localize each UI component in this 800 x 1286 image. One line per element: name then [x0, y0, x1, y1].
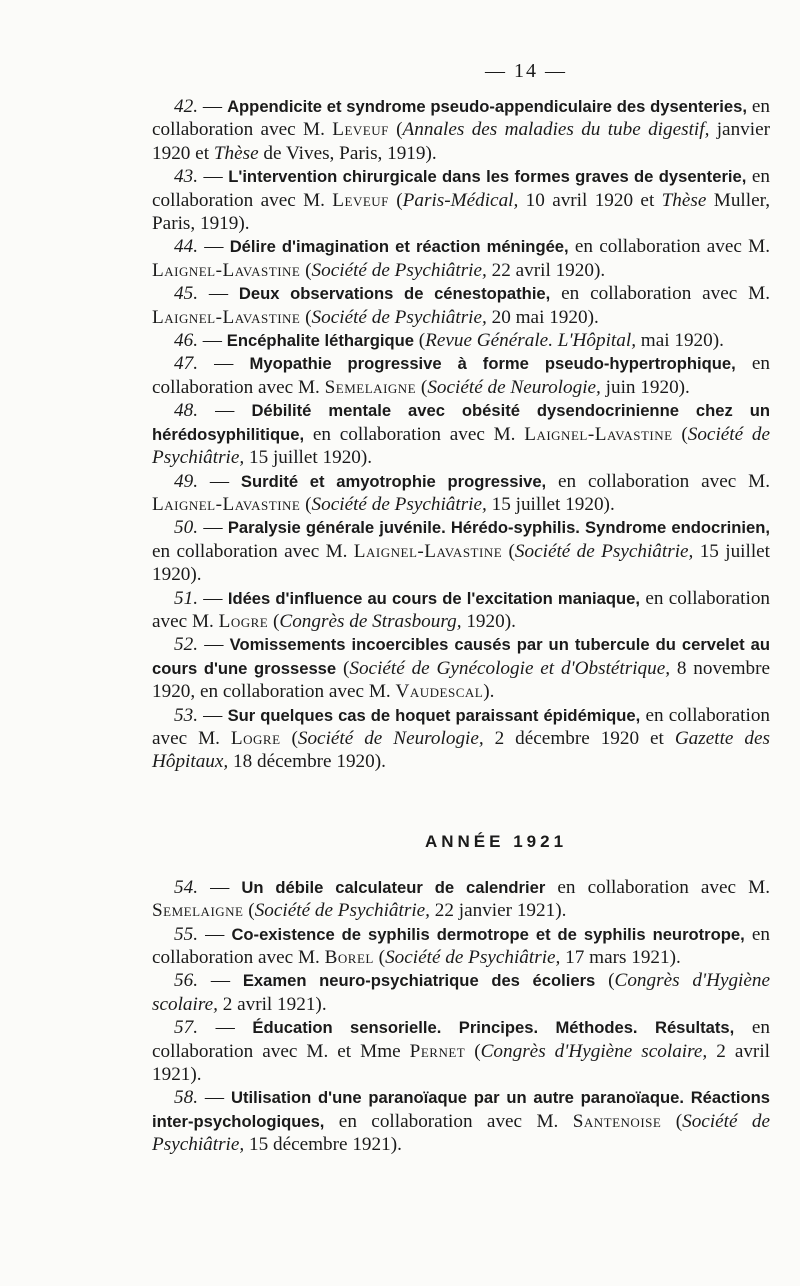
entries-1921 [152, 876, 770, 1157]
entry-author: Laignel-Lavastine [524, 423, 673, 445]
entry-number: 42. [174, 96, 198, 117]
entry-author: Laignel-Lavastine [152, 306, 301, 328]
entry-text: en collaboration avec M. [568, 236, 771, 258]
entry-number: 46. [174, 330, 198, 352]
entry-reference: Société de Psychiâtrie, [311, 259, 487, 281]
entry-text: en collaboration avec M. [152, 96, 771, 141]
entry-text: en collaboration avec M. [152, 540, 354, 562]
section-heading: ANNÉE 1921 [424, 831, 568, 851]
entry-text: en collaboration avec M. [152, 923, 771, 968]
entry-number: 55. [174, 923, 198, 945]
entry-author: Semelaigne [324, 376, 417, 398]
bibliography-entry [152, 516, 770, 586]
entry-reference: Société de Psychiâtrie, [311, 306, 487, 328]
entry-title: Appendicite et syndrome pseudo-appendiculaire des dysenteries, [227, 97, 747, 116]
bibliography-entry [152, 969, 770, 1016]
entry-dash: — [197, 970, 243, 992]
entry-reference: Revue Générale. L'Hôpital, [425, 330, 636, 352]
entry-reference: Société de Psychiâtrie, [254, 900, 430, 922]
entry-reference: Société de Neurologie, [297, 727, 484, 749]
entry-text: 18 décembre 1920). [228, 751, 386, 773]
entry-title: Myopathie progressive à forme pseudo-hypertrophique, [249, 354, 736, 374]
entry-number: 53. [174, 704, 198, 726]
entry-text: mai 1920). [636, 330, 724, 352]
entry-author: Laignel-Lavastine [152, 259, 301, 281]
entry-dash: — [197, 400, 252, 422]
entry-title: Sur quelques cas de hoquet paraissant épidémique, [227, 705, 641, 725]
bibliography-entry [152, 876, 770, 923]
entry-number: 57. [174, 1017, 198, 1039]
entry-text: en collaboration avec M. [545, 876, 770, 898]
entry-text: ( [388, 189, 403, 211]
entry-title: Délire d'imagination et réaction méningée, [229, 237, 569, 257]
bibliography-entry [152, 1086, 770, 1156]
entry-title: Éducation sensorielle. Principes. Méthodes. Résultats, [252, 1018, 735, 1038]
entries-1920 [152, 95, 770, 774]
entry-number: 54. [174, 876, 198, 898]
entry-text: 2 avril 1921). [217, 993, 327, 1015]
entry-text: ( [465, 1040, 481, 1062]
entry-number: 52. [174, 634, 198, 656]
entry-text: en collaboration avec M. [152, 704, 771, 749]
entry-title: Paralysie générale juvénile. Hérédo-syphilis. Syndrome endocrinien, [227, 518, 771, 538]
entry-title: Surdité et amyotrophie progressive, [240, 471, 547, 491]
entry-dash: — [197, 923, 232, 945]
entry-text: ( [416, 376, 428, 398]
entry-dash: — [197, 876, 242, 898]
entry-reference: Société de Neurologie, [427, 376, 601, 398]
entry-text: en collaboration avec M. [152, 587, 771, 632]
entry-reference: Société de Psychiâtrie, [152, 423, 770, 469]
entry-author: Borel [324, 947, 374, 968]
entry-reference: Société de Psychiâtrie, [311, 493, 487, 515]
entry-text: ( [502, 540, 515, 562]
bibliography-entry [152, 399, 770, 469]
entry-reference: Société de Gynécologie et d'Obstétrique, [349, 657, 671, 679]
entry-title: Co-existence de syphilis dermotrope et de syphilis neurotrope, [231, 924, 745, 944]
entry-reference: Congrès de Strasbourg, [279, 610, 462, 632]
entry-text: en collaboration avec M. [546, 470, 771, 492]
entry-text: ( [268, 610, 280, 632]
page-number: — 14 — [485, 60, 567, 82]
entry-number: 49. [174, 470, 198, 492]
entry-dash: — [197, 330, 227, 352]
entry-author: Semelaigne [152, 900, 244, 922]
entry-reference: Paris-Médical, [402, 189, 519, 211]
entry-text: ). [483, 681, 495, 703]
entry-reference: Thèse [661, 189, 707, 211]
entry-text: 15 juillet 1920). [244, 447, 373, 469]
entry-text: 10 avril 1920 et [518, 189, 662, 211]
entry-text: ( [595, 970, 615, 992]
entry-number: 48. [174, 400, 198, 422]
entry-author: Leveuf [332, 189, 389, 211]
entry-dash: — [197, 353, 250, 375]
entry-text: ( [388, 119, 403, 141]
bibliography-entry [152, 165, 770, 235]
entry-dash: — [197, 1017, 253, 1039]
entry-dash: — [197, 587, 228, 609]
entry-title: Un débile calculateur de calendrier [241, 877, 546, 897]
bibliography-entry [152, 470, 770, 517]
entry-reference: Congrès d'Hygiène scolaire, [152, 970, 771, 1015]
entry-dash: — [197, 517, 228, 539]
entry-text: Muller, Paris, 1919). [152, 189, 771, 235]
entry-title: L'intervention chirurgicale dans les formes graves de dysenterie, [228, 167, 747, 187]
entry-text: de Vives, Paris, 1919). [258, 142, 437, 164]
entry-reference: Société de Psychiâtrie, [152, 1110, 771, 1156]
entry-title: Examen neuro-psychiatrique des écoliers [242, 971, 596, 991]
entry-dash: — [197, 634, 230, 656]
entry-text: ( [280, 727, 298, 749]
entry-text: 15 décembre 1921). [244, 1134, 402, 1156]
bibliography-entry [152, 633, 770, 703]
entry-text: ( [661, 1110, 683, 1132]
entry-text: janvier 1920 et [152, 119, 770, 164]
entry-text: en collaboration avec M. et Mme [152, 1017, 770, 1062]
entry-reference: Société de Psychiâtrie, [385, 947, 561, 968]
entry-reference: Annales des maladies du tube digestif, [402, 119, 710, 141]
bibliography-entry [152, 923, 770, 970]
entry-author: Logre [218, 610, 269, 632]
entry-text: ( [300, 306, 312, 328]
entry-text: ( [413, 330, 426, 352]
entry-text: ( [336, 657, 350, 679]
entry-text: ( [672, 423, 688, 445]
bibliography-entry [152, 235, 770, 282]
entry-title: Deux observations de cénestopathie, [238, 284, 551, 304]
entry-number: 47. [174, 353, 198, 375]
entry-text: 2 avril 1921). [152, 1040, 770, 1086]
entry-title: Utilisation d'une paranoïaque par un autre paranoïaque. Réactions inter-psychologiques, [152, 1088, 770, 1131]
entry-number: 51. [174, 587, 198, 609]
entry-text: 20 mai 1920). [486, 306, 599, 328]
entry-author: Laignel-Lavastine [353, 540, 503, 562]
entry-title: Idées d'influence au cours de l'excitation maniaque, [227, 588, 641, 608]
entry-text: 1920). [461, 610, 516, 632]
entry-text: 22 janvier 1921). [429, 900, 567, 922]
entry-reference: Thèse [213, 142, 259, 164]
entry-number: 56. [174, 970, 198, 992]
entry-number: 44. [174, 236, 198, 258]
entry-dash: — [197, 470, 241, 492]
entry-text: en collaboration avec M. [152, 353, 771, 398]
entry-dash: — [197, 236, 230, 258]
entry-reference: Congrès d'Hygiène scolaire, [480, 1040, 708, 1062]
entry-text: juin 1920). [600, 376, 690, 398]
entry-author: Logre [230, 727, 281, 749]
bibliography-entry [152, 704, 770, 774]
entry-author: Vaudescal [395, 681, 484, 703]
entry-text: en collaboration avec M. [324, 1110, 573, 1132]
bibliography-entry [152, 329, 770, 352]
entry-author: Leveuf [332, 119, 389, 141]
entry-title: Débilité mentale avec obésité dysendocrinienne chez un hérédosyphilitique, [152, 401, 770, 444]
entry-number: 43. [174, 166, 198, 188]
entry-reference: Société de Psychiâtrie, [514, 540, 694, 562]
entry-text: en collaboration avec M. [550, 283, 771, 305]
entry-text: en collaboration avec M. [152, 166, 770, 211]
entry-text: en collaboration avec M. [304, 423, 525, 445]
entry-author: Santenoise [572, 1110, 662, 1132]
entry-reference: Gazette des Hôpitaux, [152, 727, 770, 773]
entry-text: ( [300, 493, 312, 515]
entry-title: Encéphalite léthargique [226, 331, 414, 351]
bibliography-entry [152, 95, 770, 165]
entry-dash: — [197, 1087, 232, 1109]
entry-dash: — [197, 283, 239, 305]
entry-text: ( [300, 259, 312, 281]
entry-dash: — [197, 166, 229, 188]
bibliography-entry [152, 352, 770, 399]
entry-text: 15 juillet 1920). [152, 540, 771, 586]
entry-text: ( [373, 947, 386, 968]
entry-author: Laignel-Lavastine [152, 493, 301, 515]
entry-number: 45. [174, 283, 198, 305]
entry-text: ( [243, 900, 255, 922]
entry-text: 15 juillet 1920). [486, 493, 615, 515]
entry-text: 22 avril 1920). [486, 259, 606, 281]
entry-number: 50. [174, 517, 198, 539]
bibliography-entry [152, 1016, 770, 1086]
entry-number: 58. [174, 1087, 198, 1109]
entry-text: 2 décembre 1920 et [483, 727, 675, 749]
entry-text: 8 novembre 1920, en collaboration avec M. [152, 657, 771, 703]
entry-text: 17 mars 1921). [560, 947, 681, 968]
entry-title: Vomissements incoercibles causés par un tubercule du cervelet au cours d'une grossesse [152, 635, 771, 678]
bibliography-entry [152, 587, 770, 634]
entry-dash: — [197, 704, 228, 726]
entry-author: Pernet [409, 1040, 466, 1062]
bibliography-entry [152, 282, 770, 329]
entry-dash: — [197, 96, 228, 117]
